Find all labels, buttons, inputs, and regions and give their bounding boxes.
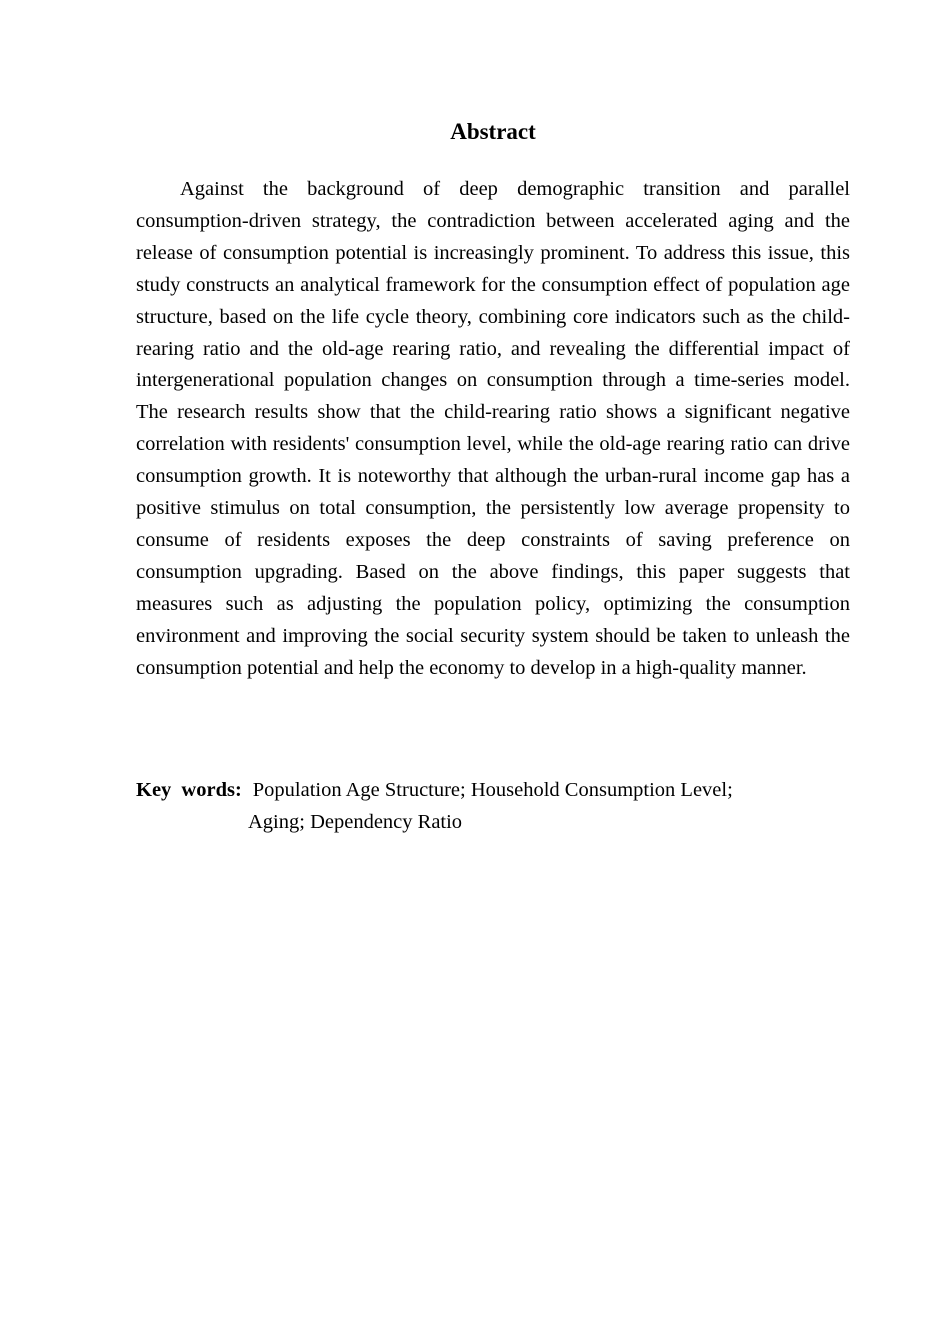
keywords-section [136, 774, 850, 838]
keywords-line-2: Aging; Dependency Ratio [248, 811, 463, 833]
keywords-label: Key words: [136, 779, 242, 801]
abstract-title: Abstract [450, 119, 536, 144]
keywords-row [136, 774, 850, 806]
keywords-line-1: Population Age Structure; Household Consumption Level; [252, 779, 733, 801]
abstract-body: Against the background of deep demographic transition and parallel consumption-driven strategy, the contradiction between accelerated aging and the release of consumption potential is increasingly prominent. To address this issue, this study constructs an analytical framework for the consumption effect of population age structure, based on the life cycle theory, combining core indicators such as the child-rearing ratio and the old-age rearing ratio, and revealing the differential impact of intergenerational population changes on consumption through a time-series model. The research results show that the child-rearing ratio shows a significant negative correlation with residents' consumption level, while the old-age rearing ratio can drive consumption growth. It is noteworthy that although the urban-rural income gap has a positive stimulus on total consumption, the persistently low average propensity to consume of residents exposes the deep constraints of saving preference on consumption upgrading. Based on the above findings, this paper suggests that measures such as adjusting the population policy, optimizing the consumption environment and improving the social security system should be taken to unleash the consumption potential and help the economy to develop in a high-quality manner. [136, 178, 850, 679]
